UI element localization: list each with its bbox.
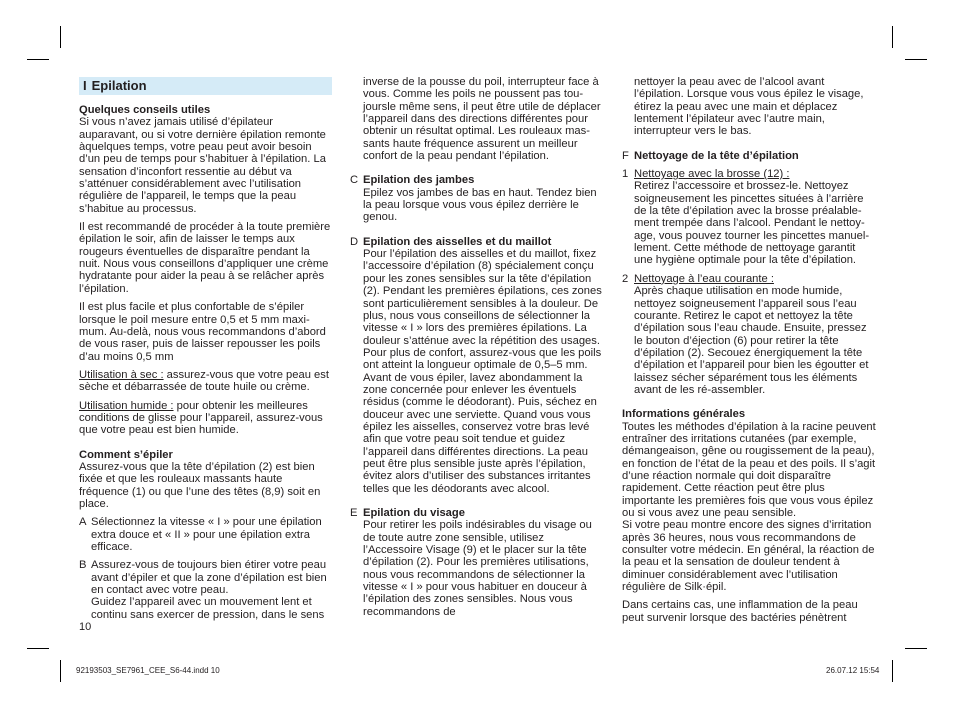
col2-intro: inverse de la pousse du poil, interrupteur face à vous. Comme les poils ne poussent pas toujoursle même sens, il peut être utile de déplacer l’appareil dans des directions différentes pour obtenir un résultat optimal. Les rouleaux massants haute fréquence assurent un meilleur confort de la peau pendant l’épilation. (363, 76, 601, 163)
column-3 (622, 76, 876, 624)
how-text: Assurez-vous que la tête d’épilation (2) est bien fixée et que les rouleaux massants haute fréquence (1) ou que l’une des têtes (8,9) soit en place. (79, 460, 321, 510)
wet-use-label: Utilisation humide : (79, 399, 174, 412)
col3-intro: nettoyer la peau avec de l’alcool avant l’épilation. Lorsque vous vous épilez le visage, étirez la peau avec une main et déplacez lentement l’épilateur avec l’autre main, interrupteur vers le bas. (634, 76, 864, 138)
dry-use-text: assurez-vous que votre peau est sèche et débarrassée de toute huile ou crème. (79, 368, 329, 394)
step-b-text-1: Assurez-vous de toujours bien étirer votre peau avant d’épiler et que la zone d’épilation est bien en contact avec votre peau. (91, 559, 327, 597)
step-a-text: Sélectionnez la vitesse « I » pour une épilation extra douce et « II » pour une épilation extra efficace. (91, 516, 322, 553)
tips-title: Quelques conseils utiles (79, 104, 211, 116)
section-f (622, 150, 876, 162)
cleaning-step-2 (622, 273, 876, 396)
crop-mark (892, 26, 893, 48)
footer-date: 26.07.12 15:54 (826, 666, 880, 675)
cleaning-step-2-text: Après chaque utilisation en mode humide, nettoyez soigneusement l’appareil sous l’eau courante. Retirez le capot et nettoyez la tête d’épilation sous l’eau chaude. Ensuite, pressez le bouton d’éjection (6) pour retirer la tête d’épilation (2). Secouez énergiquement la tête d’épilation et l’appareil pour bien les égoutter et laissez sécher séparément tous les éléments avant de les ré-assembler. (634, 285, 869, 396)
how-title: Comment s’épiler (79, 448, 173, 461)
section-e-text: Pour retirer les poils indésirables du visage ou de toute autre zone sensible, utilisez l’Accessoire Visage (9) et le placer sur la tête d’épilation (2). Pour les premières utilisations, nous vous recommandons de sélectionner la vitesse « I » pour vous habituer en douceur à l’épilation des zones sensibles. Nous vous recommandons de (363, 519, 592, 618)
section-f-mark: F (622, 149, 629, 162)
tips-paragraph-1: Si vous n’avez jamais utilisé d’épilateur auparavant, ou si votre dernière épilation remonte àquelques temps, votre peau peut avoir besoin d’un peu de temps pour s’habituer à l’épilation. La sensation d’inconfort ressentie au début va s’atténuer considérablement avec l’utilisation régulière de l’appareil, le temps que la peau s’habitue au processus. (79, 116, 326, 215)
wet-use-paragraph (79, 400, 332, 437)
tips-paragraph-3: Il est plus facile et plus confortable de s’épiler lorsque le poil mesure entre 0,5 et 5 mm maximum. Au-delà, nous vous recommandons d’abord de vous raser, puis de laisser repousser les poils d’au moins 0,5 mm (79, 301, 326, 363)
step-b-mark: B (79, 559, 87, 572)
section-c-title: Epilation des jambes (363, 174, 475, 187)
section-letter: I (83, 78, 87, 93)
section-d-title: Epilation des aisselles et du maillot (363, 235, 552, 248)
section-d (350, 236, 604, 495)
section-d-text-2: Avant de vous épiler, lavez abondamment la zone concernée pour enlever les éventuels résidus (comme le déodorant). Puis, séchez en douceur avec une serviette. Quand vous vous épilez les aisselles, conservez votre bras levé afin que votre peau soit tendue et guidez l’appareil dans différentes directions. La peau peut être plus sensible juste après l’épilation, évitez alors d’utiliser des substances irritantes telles que les déodorants avec alcool. (363, 371, 597, 495)
crop-mark (905, 648, 927, 649)
section-e-mark: E (350, 507, 358, 519)
wet-use-text: pour obtenir les meilleures conditions de glisse pour l’appareil, assurez-vous que votre peau est bien humide. (79, 399, 323, 437)
info-paragraph-1: Toutes les méthodes d’épilation à la racine peuvent entraîner des irritations cutanées (par exemple, démangeaison, gêne ou rougissement de la peau), en fonction de l’état de la peau et des poils. Il s’agit d’une réaction normale qui doit disparaître rapidement. Cette réaction peut être plus importante les premières fois que vous vous épilez ou si vous avez une peau sensible. (622, 420, 876, 519)
crop-mark (60, 26, 61, 48)
section-d-mark: D (350, 235, 359, 248)
section-title: Epilation (91, 78, 147, 93)
info-title: Informations générales (622, 408, 746, 421)
crop-mark (905, 59, 927, 60)
cleaning-step-1-mark: 1 (622, 168, 629, 181)
crop-mark (60, 660, 61, 682)
section-c (350, 174, 604, 223)
section-f-title: Nettoyage de la tête d’épilation (634, 149, 799, 162)
crop-mark (27, 59, 49, 60)
page-number: 10 (79, 621, 92, 633)
crop-mark (27, 648, 49, 649)
crop-mark (892, 660, 893, 682)
section-e (350, 507, 604, 618)
column-2 (350, 76, 604, 618)
footer-file-info: 92193503_SE7961_CEE_S6-44.indd 10 (76, 666, 220, 675)
section-d-text-1: Pour l’épilation des aisselles et du maillot, fixez l’accessoire d’épilation (8) spécialement conçu pour les zones sensibles sur la tête d’épilation (2). Pendant les premières épilations, ces zones sont particulièrement sensibles à la douleur. De plus, nous vous conseillons de sélectionner la vitesse « I » lors des premières épilations. La douleur s’atténue avec la répétition des usages. Pour plus de confort, assurez-vous que les poils ont atteint la longueur optimale de 0,5–5 mm. (363, 248, 602, 372)
step-b-text-2: Guidez l’appareil avec un mouvement lent et continu sans exercer de pression, dans le sens (91, 596, 325, 621)
cleaning-step-1-text: Retirez l’accessoire et brossez-le. Nettoyez soigneusement les pincettes situées à l’arrière de la tête d’épilation avec la brosse préalablement trempée dans l’alcool. Pendant le nettoyage, vous pouvez tourner les pincettes manuellement. Cette méthode de nettoyage garantit une hygiène optimale pour la tête d’épilation. (634, 180, 870, 267)
section-heading (79, 77, 332, 95)
info-paragraph-3: Dans certains cas, une inflammation de la peau peut survenir lorsque des bactéries pénètrent (622, 599, 858, 624)
section-c-mark: C (350, 174, 359, 187)
step-a (79, 516, 332, 553)
dry-use-label: Utilisation à sec : (79, 368, 164, 381)
dry-use-paragraph (79, 369, 332, 394)
cleaning-step-1-label: Nettoyage avec la brosse (12) : (634, 168, 790, 181)
tips-paragraph-2: Il est recommandé de procéder à la toute première épilation le soir, afin de laisser le temps aux rougeurs éventuelles de disparaître pendant la nuit. Nous vous conseillons d’appliquer une crème hydratante pour aider la peau à se relâcher après l’épilation. (79, 221, 331, 295)
cleaning-step-2-mark: 2 (622, 272, 629, 285)
cleaning-step-2-label: Nettoyage à l’eau courante : (634, 272, 774, 285)
section-e-title: Epilation du visage (363, 507, 465, 519)
section-c-text: Epilez vos jambes de bas en haut. Tendez bien la peau lorsque vous vous épilez derrière le genou. (363, 186, 597, 224)
column-1 (79, 77, 332, 621)
step-a-mark: A (79, 516, 87, 529)
step-b (79, 559, 332, 621)
info-paragraph-2: Si votre peau montre encore des signes d’irritation après 36 heures, nous vous recommandons de consulter votre médecin. En général, la réaction de la peau et la sensation de douleur tendent à diminuer considérablement avec l’utilisation régulière de Silk·épil. (622, 519, 875, 594)
cleaning-step-1 (622, 168, 876, 267)
